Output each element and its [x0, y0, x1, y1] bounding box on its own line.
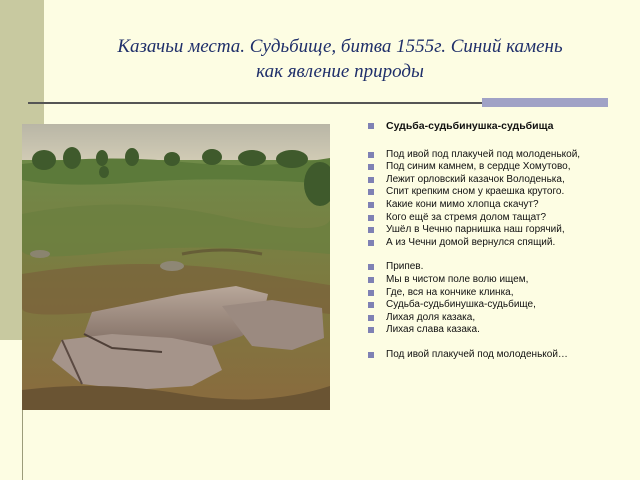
verse-line [368, 212, 628, 225]
bullet-icon [368, 277, 374, 283]
final-line-text: Под ивой плакучей под молоденькой… [386, 348, 568, 360]
chorus-line [368, 312, 628, 325]
chorus-line [368, 324, 628, 337]
bullet-icon [368, 189, 374, 195]
verse-line-text: Ушёл в Чечню парнишка наш горячий, [386, 224, 565, 236]
final-line [368, 349, 628, 362]
verse-line [368, 224, 628, 237]
bullet-icon [368, 264, 374, 270]
chorus-line [368, 287, 628, 300]
stanza-gap [368, 337, 628, 349]
bullet-icon [368, 227, 374, 233]
chorus-line [368, 299, 628, 312]
slide-title-line-1: Казачьи места. Судьбище, битва 1555г. Синий камень [117, 36, 563, 57]
landscape-photo [22, 124, 330, 410]
chorus-line-text: Припев. [386, 261, 424, 273]
song-heading [368, 120, 628, 133]
bullet-icon [368, 202, 374, 208]
verse-line-text: А из Чечни домой вернулся спящий. [386, 236, 556, 248]
chorus-line-text: Лихая слава казака. [386, 324, 480, 336]
verse-line [368, 174, 628, 187]
verse-line [368, 161, 628, 174]
bullet-icon [368, 290, 374, 296]
bullet-icon [368, 302, 374, 308]
slide-title [70, 34, 610, 84]
verse-line [368, 199, 628, 212]
verse-line [368, 237, 628, 250]
bullet-icon [368, 352, 374, 358]
bullet-icon [368, 327, 374, 333]
chorus-line-text: Лихая доля казака, [386, 311, 476, 323]
song-text [368, 120, 628, 362]
bullet-icon [368, 315, 374, 321]
verse-line-text: Кого ещё за стремя долом тащат? [386, 211, 547, 223]
chorus-line [368, 261, 628, 274]
bullet-icon [368, 177, 374, 183]
slide-title-line-2: как явление природы [256, 61, 424, 82]
bullet-icon [368, 152, 374, 158]
bullet-icon [368, 123, 374, 129]
verse-line-text: Какие кони мимо хлопца скачут? [386, 198, 539, 210]
chorus-line-text: Где, вся на кончике клинка, [386, 286, 514, 298]
verse-line-text: Под синим камнем, в сердце Хомутово, [386, 161, 571, 173]
bullet-icon [368, 215, 374, 221]
bullet-icon [368, 164, 374, 170]
verse-line-text: Лежит орловский казачок Володенька, [386, 173, 565, 185]
verse-line [368, 186, 628, 199]
bullet-icon [368, 240, 374, 246]
verse-line-text: Спит крепким сном у краешка крутого. [386, 186, 565, 198]
chorus-line-text: Мы в чистом поле волю ищем, [386, 273, 529, 285]
chorus-line [368, 274, 628, 287]
divider-accent-block [482, 98, 608, 107]
song-heading-text: Судьба-судьбинушка-судьбища [386, 120, 554, 132]
stanza-gap [368, 249, 628, 261]
verse-line-text: Под ивой под плакучей под молоденькой, [386, 148, 581, 160]
verse-line [368, 149, 628, 162]
landscape-photo-icon [22, 124, 330, 410]
chorus-line-text: Судьба-судьбинушка-судьбище, [386, 299, 536, 311]
